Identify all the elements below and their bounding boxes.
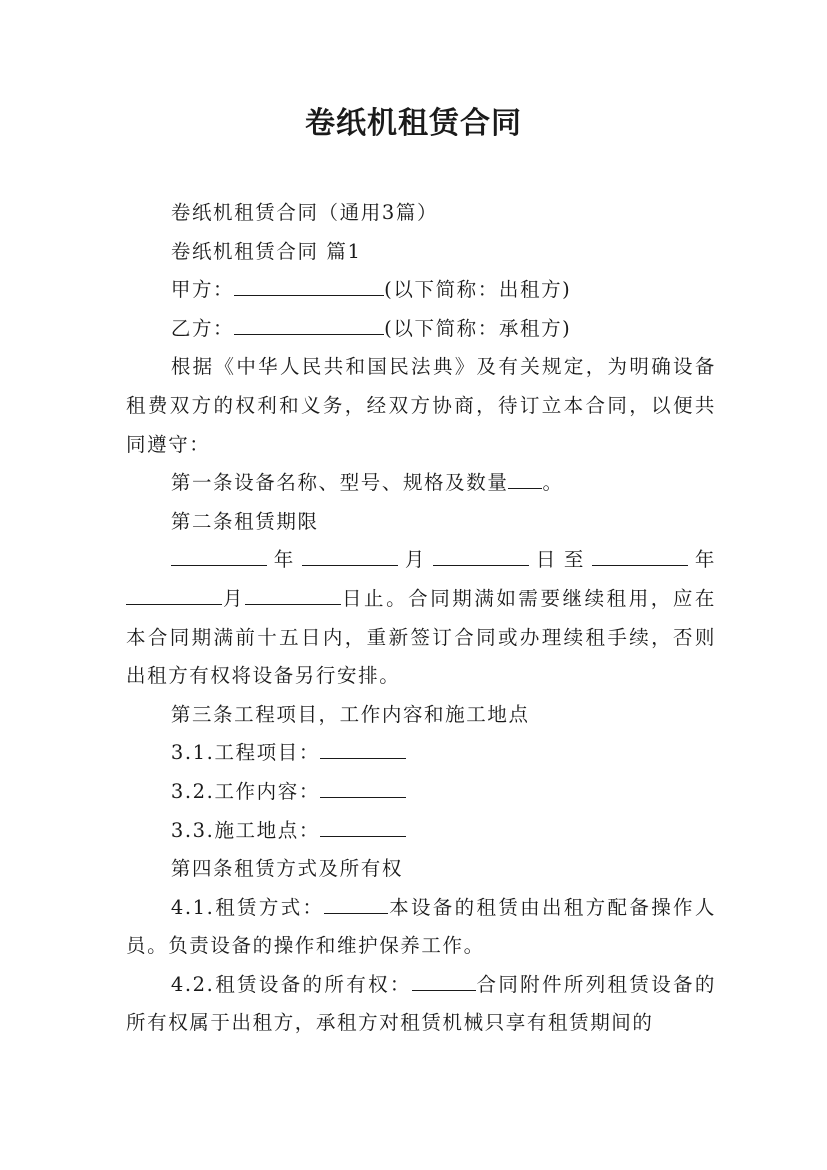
item-3-2-label: 3.2.工作内容：	[170, 779, 320, 803]
article-2-period	[126, 541, 716, 695]
item-3-1-blank	[320, 741, 406, 760]
article-1	[126, 464, 716, 503]
start-month-label: 月	[397, 548, 433, 572]
article-4-heading: 第四条租赁方式及所有权	[170, 857, 403, 881]
article-3-heading: 第三条工程项目，工作内容和施工地点	[170, 702, 530, 726]
article-1-text: 第一条设备名称、型号、规格及数量	[170, 471, 509, 495]
document-title: 卷纸机租赁合同	[305, 106, 522, 141]
article-3-item-3	[126, 812, 716, 851]
item-3-3-blank	[320, 818, 406, 837]
party-a-suffix: (以下简称：出租方)	[384, 278, 572, 302]
end-year-label: 年	[687, 548, 716, 572]
item-4-2-rest: 合同附件所列租赁设备的所有权属于出租方，承租方对租赁机械只享有租赁期间的	[126, 972, 716, 1035]
document-subtitle: 卷纸机租赁合同（通用3篇）	[170, 201, 439, 224]
article-1-end: 。	[542, 471, 564, 495]
item-4-2-blank	[412, 972, 476, 991]
end-month-label: 月	[222, 586, 246, 610]
item-4-2-label: 4.2.租赁设备的所有权：	[170, 972, 412, 996]
article-3-item-1	[126, 734, 716, 773]
article-1-blank	[508, 471, 542, 490]
intro-paragraph: 根据《中华人民共和国民法典》及有关规定，为明确设备租费双方的权利和义务，经双方协商，待订立本合同，以便共同遵守：	[126, 355, 716, 456]
article-4-item-2	[126, 966, 716, 1043]
part-heading: 卷纸机租赁合同 篇1	[170, 239, 362, 263]
item-3-3-label: 3.3.施工地点：	[170, 818, 320, 842]
end-day-blank	[245, 586, 341, 605]
item-4-1-label: 4.1.租赁方式：	[170, 895, 325, 919]
end-month-blank	[126, 586, 222, 605]
party-b-line	[126, 310, 716, 349]
item-4-1-rest: 本设备的租赁由出租方配备操作人员。负责设备的操作和维护保养工作。	[126, 895, 716, 958]
start-day-label: 日至	[528, 548, 592, 572]
start-day-blank	[433, 548, 529, 567]
article-4-item-1	[126, 889, 716, 966]
party-b-blank	[234, 316, 384, 335]
start-year-blank	[171, 548, 267, 567]
party-b-suffix: (以下简称：承租方)	[384, 316, 572, 340]
party-b-label: 乙方：	[170, 316, 235, 340]
party-a-label: 甲方：	[170, 278, 235, 302]
party-a-blank	[234, 278, 384, 297]
item-3-2-blank	[320, 779, 406, 798]
document-body	[126, 194, 716, 1043]
start-year-label: 年	[266, 548, 302, 572]
item-3-1-label: 3.1.工程项目：	[170, 741, 320, 765]
item-4-1-blank	[324, 895, 388, 914]
end-year-blank	[592, 548, 688, 567]
start-month-blank	[302, 548, 398, 567]
end-day-rest: 日止。合同期满如需要继续租用，应在本合同期满前十五日内，重新签订合同或办理续租手续，否则出租方有权将设备另行安排。	[126, 586, 716, 688]
article-3-item-2	[126, 773, 716, 812]
article-2-heading: 第二条租赁期限	[170, 509, 319, 533]
party-a-line	[126, 271, 716, 310]
